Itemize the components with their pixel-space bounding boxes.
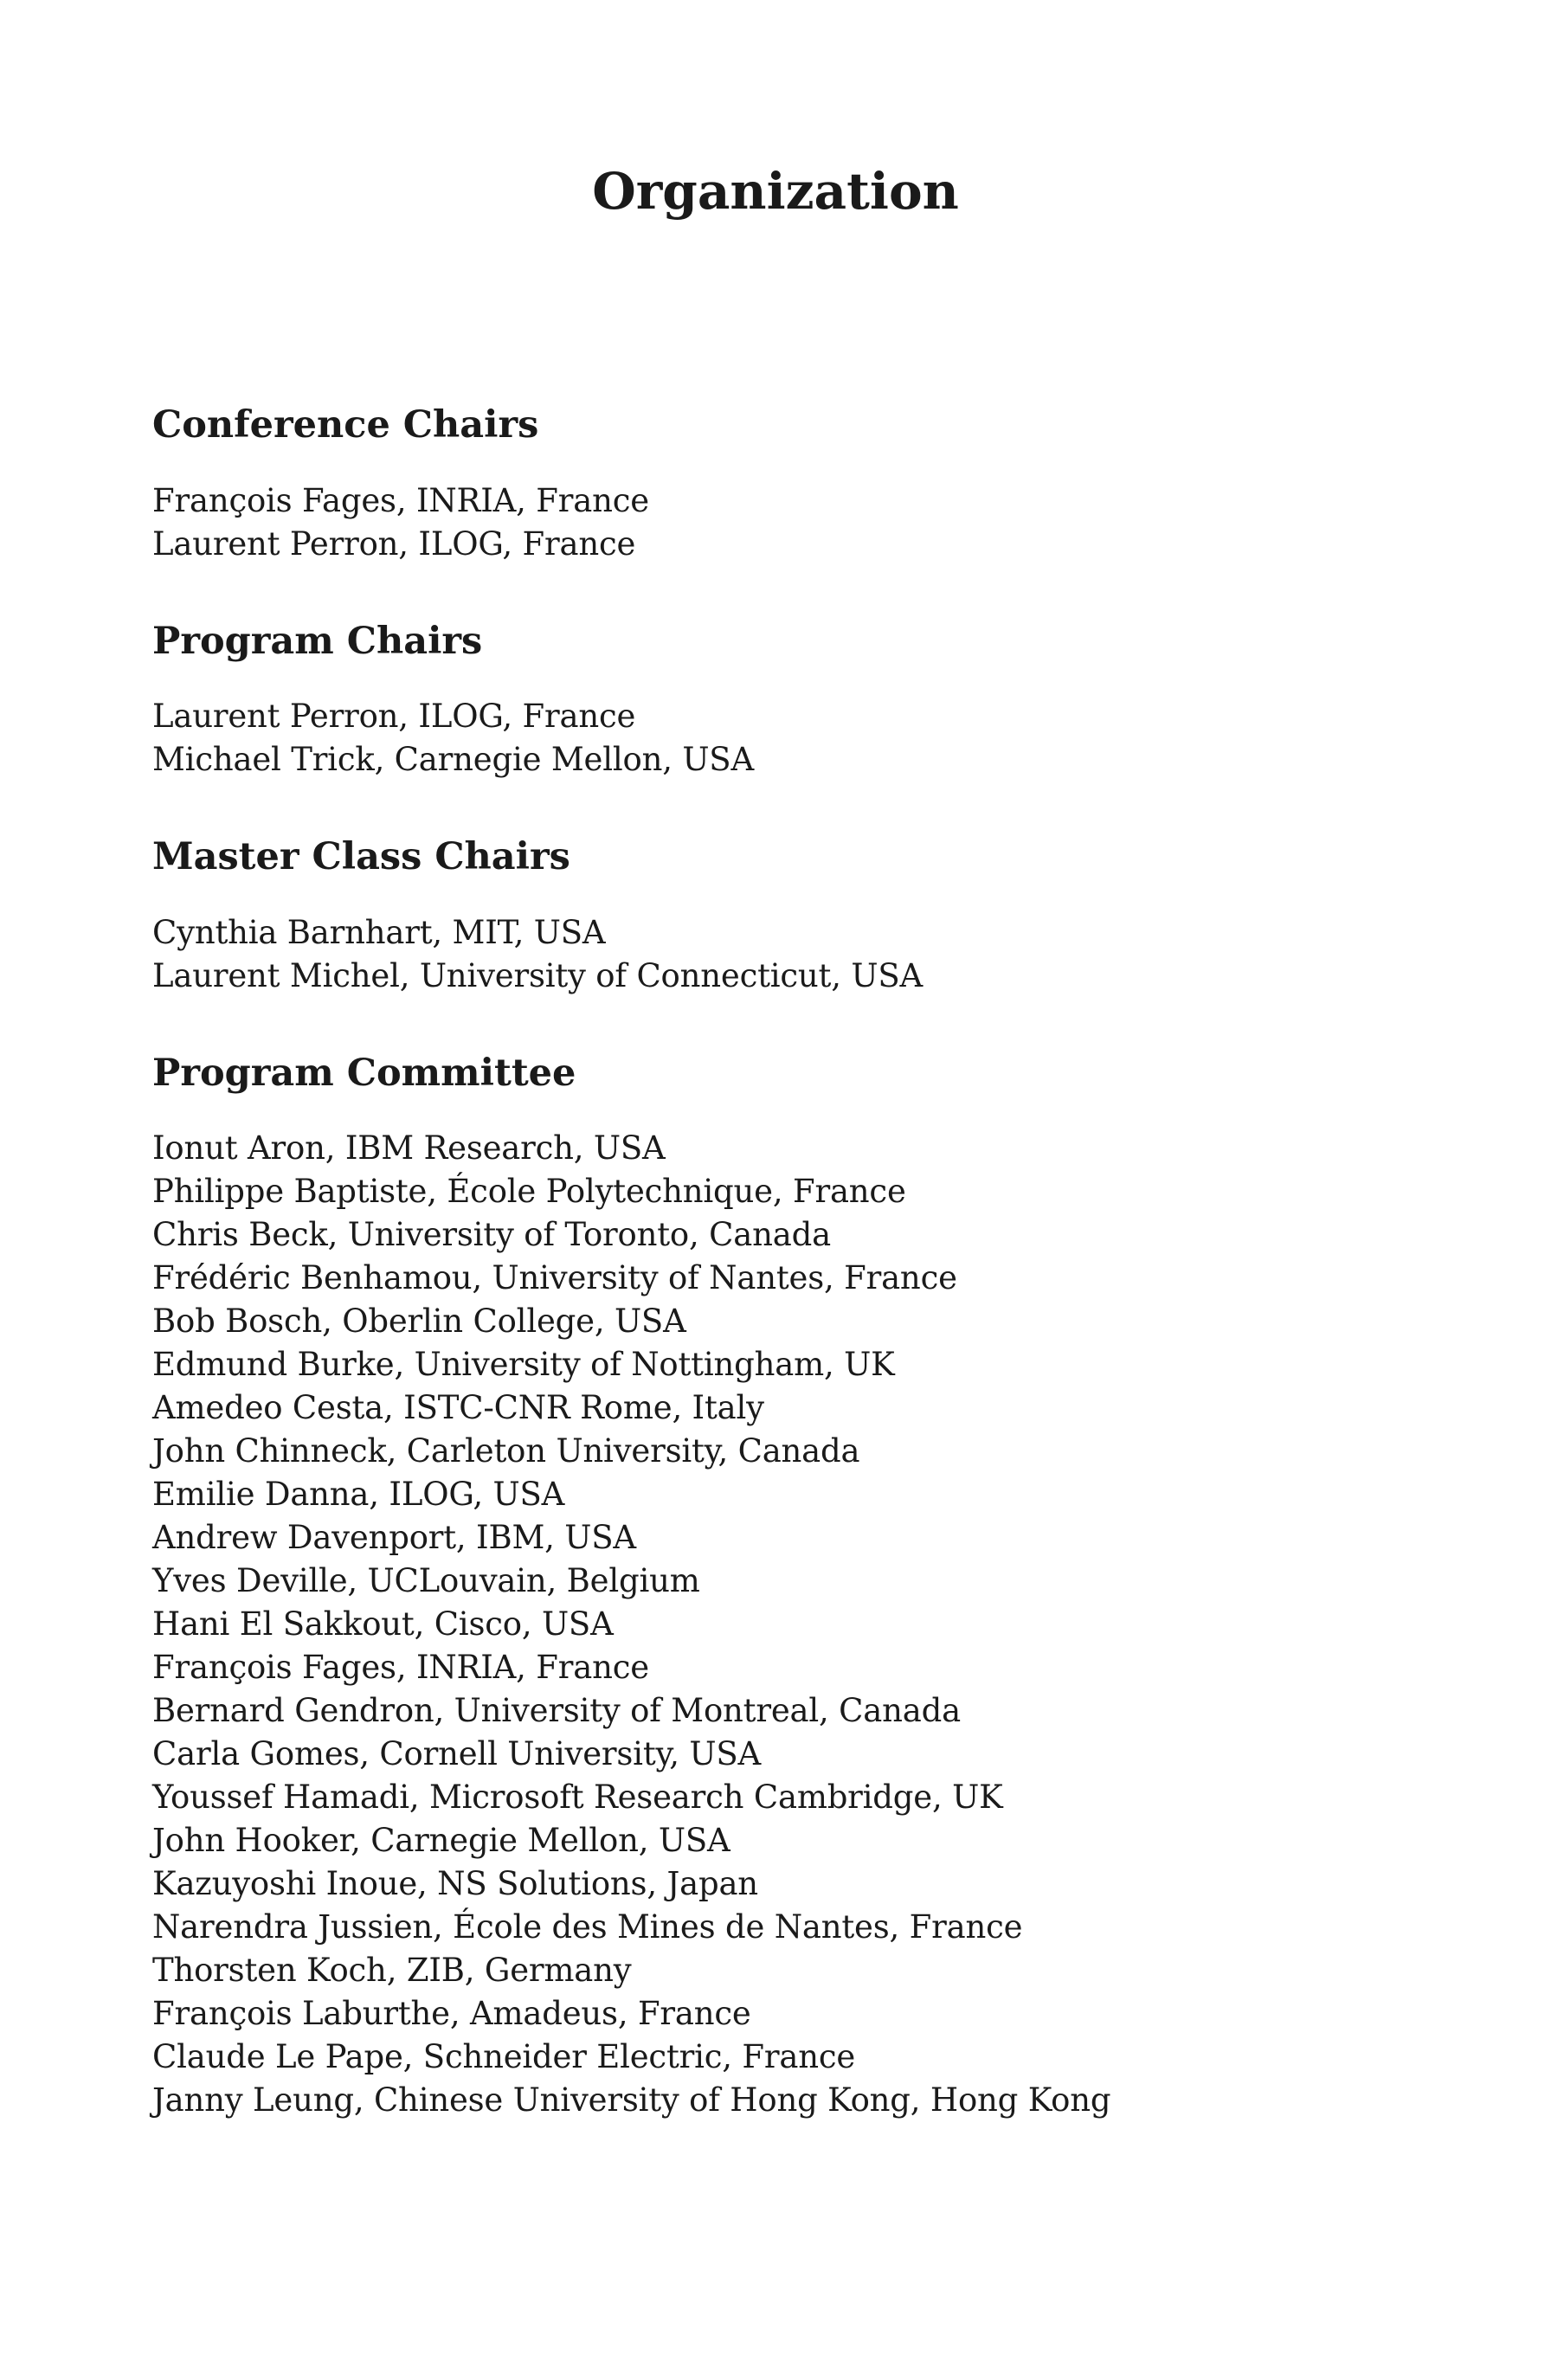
member-entry: Andrew Davenport, IBM, USA <box>152 1519 636 1557</box>
member-entry: Yves Deville, UCLouvain, Belgium <box>152 1562 700 1600</box>
section-program-chairs <box>152 620 1451 782</box>
member-entry: Hani El Sakkout, Cisco, USA <box>152 1605 614 1643</box>
member-entry: Amedeo Cesta, ISTC-CNR Rome, Italy <box>152 1389 764 1427</box>
member-entry: Bob Bosch, Oberlin College, USA <box>152 1303 686 1341</box>
member-entry: Youssef Hamadi, Microsoft Research Cambridge, UK <box>152 1779 1003 1817</box>
member-entry: Claude Le Pape, Schneider Electric, France <box>152 2038 856 2076</box>
section-heading: Program Chairs <box>152 619 483 663</box>
section-heading: Master Class Chairs <box>152 835 570 879</box>
member-list <box>152 479 1451 566</box>
member-entry: François Fages, INRIA, France <box>152 1649 649 1687</box>
member-entry: Laurent Perron, ILOG, France <box>152 524 636 563</box>
member-entry: Bernard Gendron, University of Montreal, Canada <box>152 1692 961 1730</box>
member-list <box>152 1127 1451 2122</box>
page-title: Organization <box>592 162 959 221</box>
member-entry: Philippe Baptiste, École Polytechnique, France <box>152 1173 906 1211</box>
member-entry: Ionut Aron, IBM Research, USA <box>152 1129 666 1167</box>
member-list <box>152 695 1451 782</box>
member-entry: Thorsten Koch, ZIB, Germany <box>152 1952 632 1990</box>
member-entry: Edmund Burke, University of Nottingham, UK <box>152 1346 895 1384</box>
member-entry: Cynthia Barnhart, MIT, USA <box>152 913 606 951</box>
member-entry: Carla Gomes, Cornell University, USA <box>152 1735 762 1773</box>
member-entry: François Laburthe, Amadeus, France <box>152 1995 751 2033</box>
member-entry: John Hooker, Carnegie Mellon, USA <box>152 1822 730 1860</box>
member-entry: Laurent Michel, University of Connecticut, USA <box>152 956 924 994</box>
member-entry: Laurent Perron, ILOG, France <box>152 698 636 736</box>
section-heading: Conference Chairs <box>152 403 539 447</box>
section-heading: Program Committee <box>152 1051 576 1095</box>
member-entry: John Chinneck, Carleton University, Canada <box>152 1432 860 1470</box>
section-conference-chairs <box>152 403 1451 566</box>
member-entry: François Fages, INRIA, France <box>152 481 649 519</box>
member-entry: Frédéric Benhamou, University of Nantes, France <box>152 1259 957 1297</box>
section-program-committee <box>152 1052 1451 2123</box>
member-entry: Emilie Danna, ILOG, USA <box>152 1476 565 1514</box>
member-entry: Michael Trick, Carnegie Mellon, USA <box>152 741 754 779</box>
member-entry: Chris Beck, University of Toronto, Canada <box>152 1216 831 1254</box>
organization-content <box>152 403 1451 2176</box>
member-entry: Kazuyoshi Inoue, NS Solutions, Japan <box>152 1865 758 1903</box>
member-entry: Narendra Jussien, École des Mines de Nantes, France <box>152 1908 1023 1946</box>
member-entry: Janny Leung, Chinese University of Hong Kong, Hong Kong <box>152 2081 1111 2119</box>
member-list <box>152 911 1451 998</box>
section-master-class-chairs <box>152 835 1451 998</box>
